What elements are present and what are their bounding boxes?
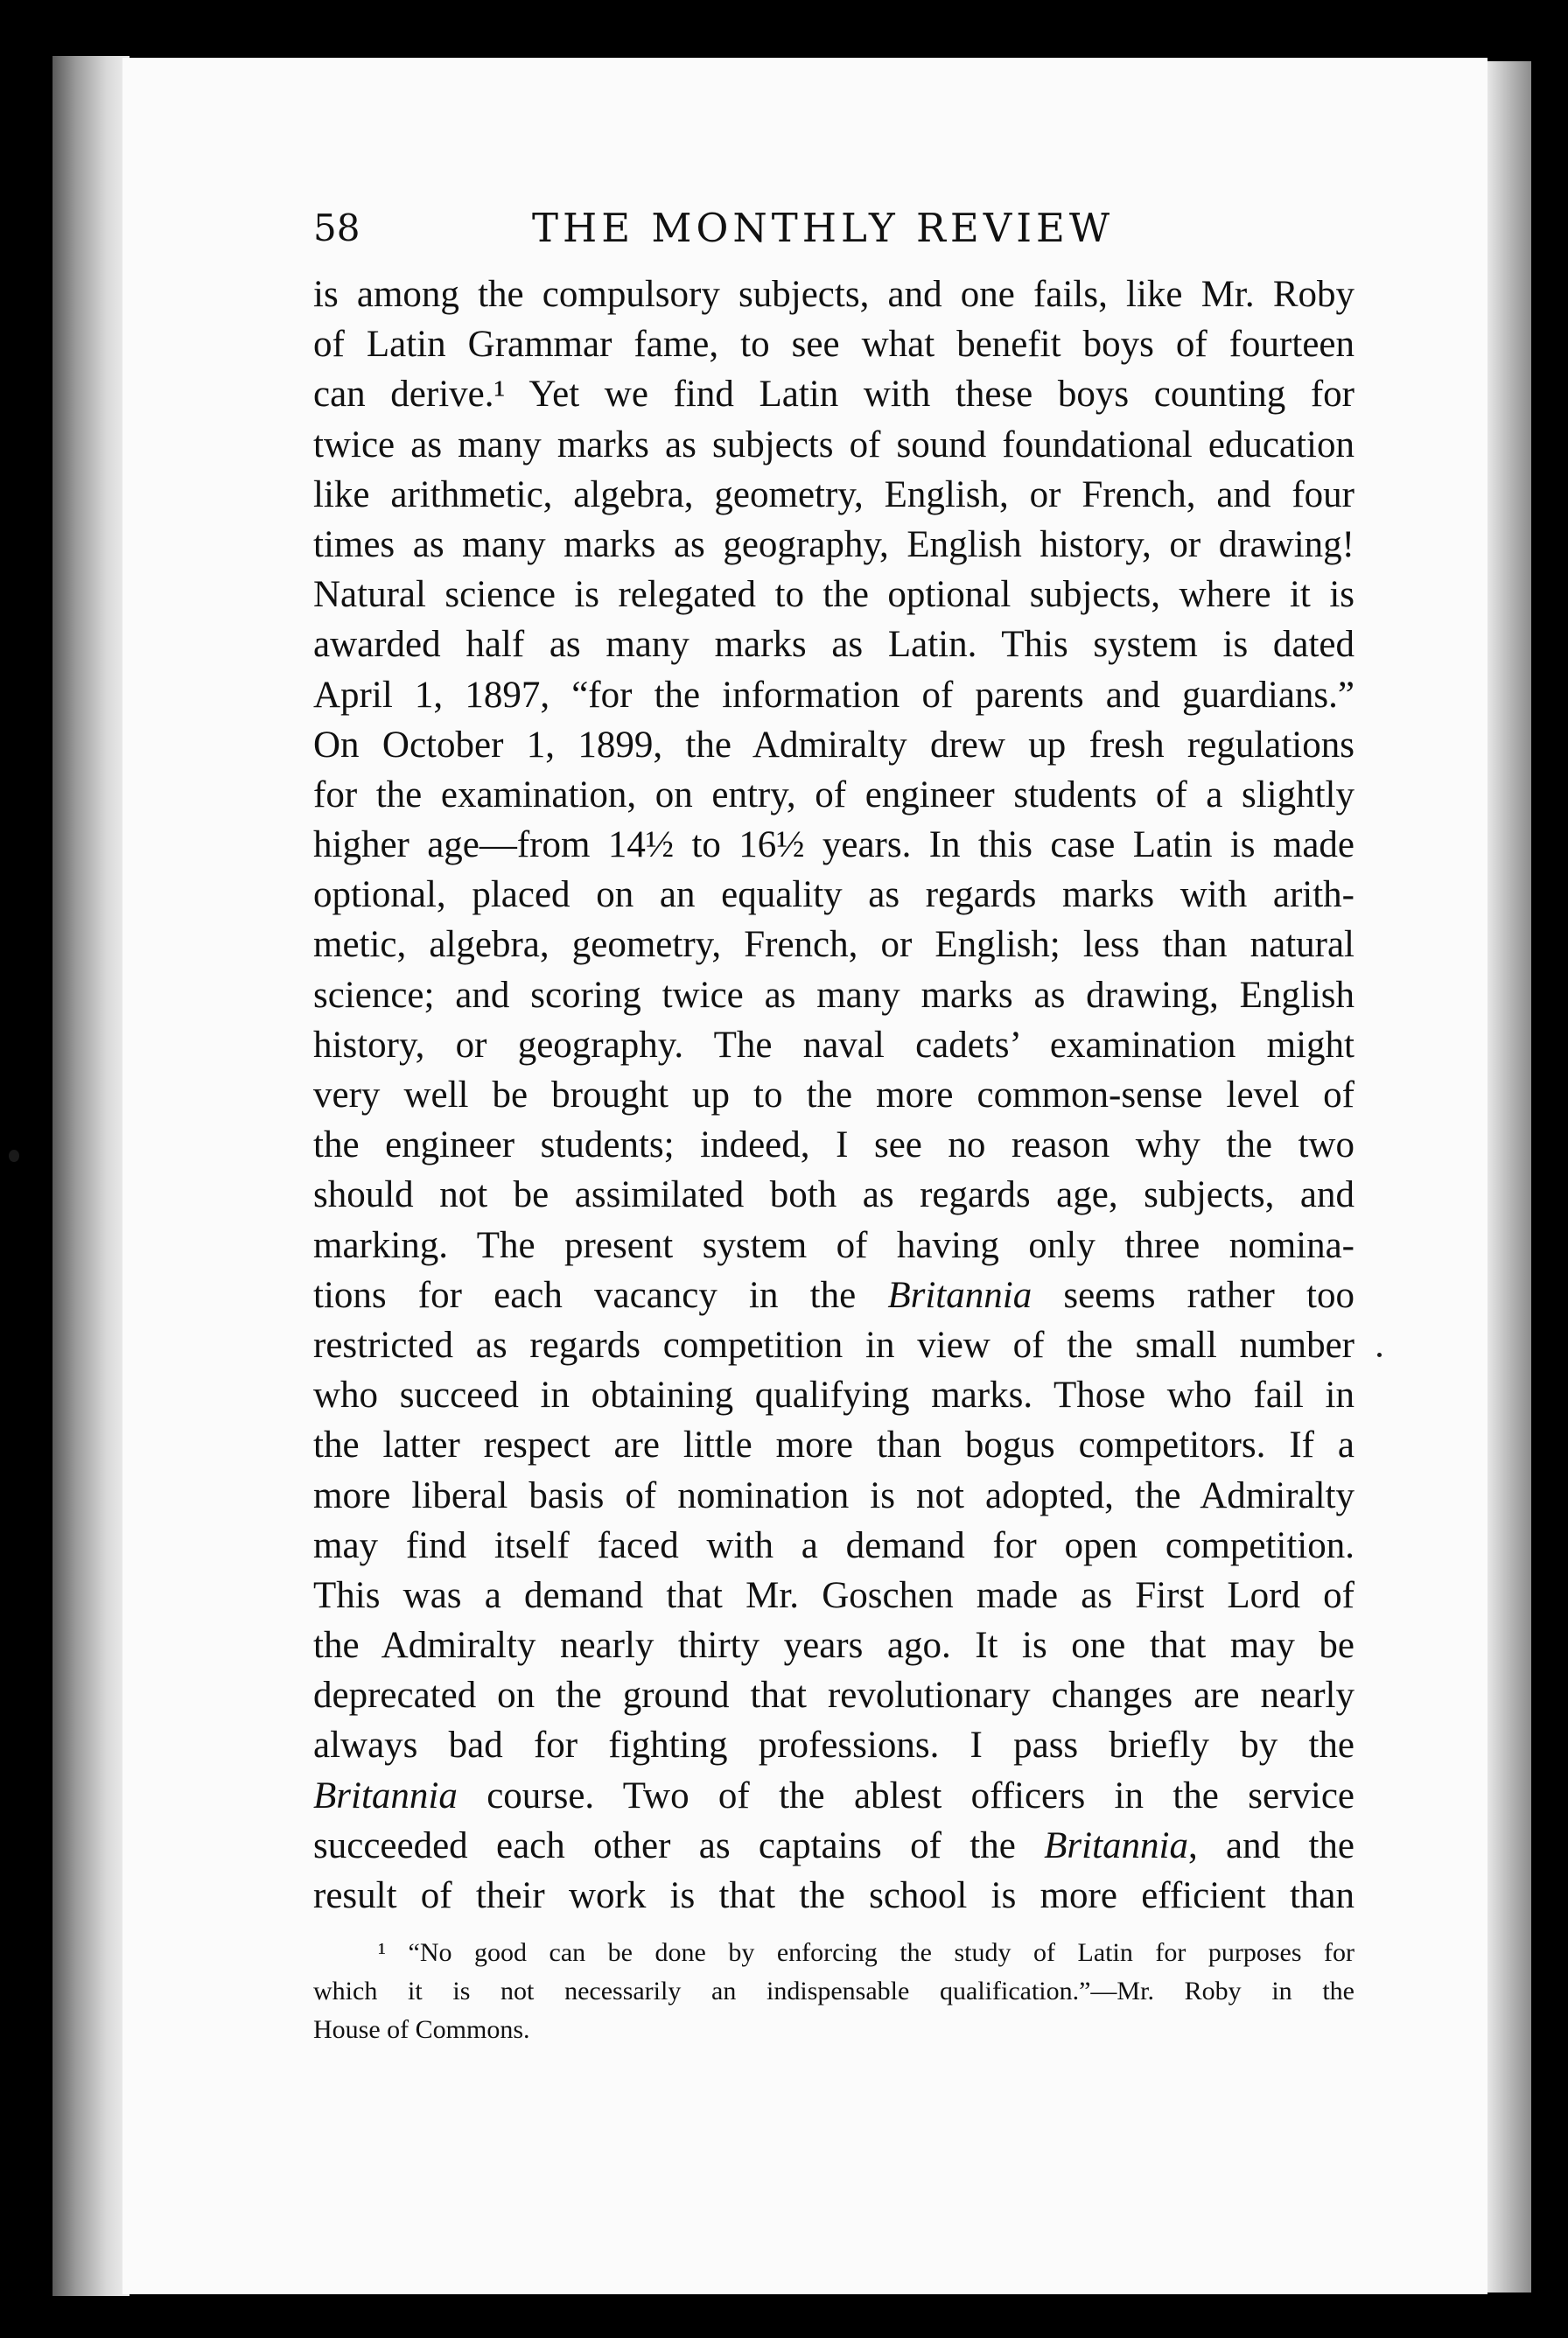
text-line: who succeed in obtaining qualifying marks. Those who fail in [313,1375,1354,1417]
page-number: 58 [313,206,360,249]
text-line: Britannia course. Two of the ablest officers in the service [313,1774,1354,1816]
scan-speck [1377,1353,1382,1357]
footnote-line: House of Commons. [313,2015,530,2044]
text-line: On October 1, 1899, the Admiralty drew up fresh regulations [313,724,1354,766]
text-line: result of their work is that the school is more efficient than [313,1875,1354,1916]
text-line: science; and scoring twice as many marks as drawing, English [313,974,1354,1016]
ship-name: Britannia [313,1774,458,1816]
text-line: times as many marks as geography, English history, or drawing! [313,523,1354,565]
text-line: April 1, 1897, “for the information of parents and guardians.” [313,674,1354,716]
text-line: very well be brought up to the more common-sense level of [313,1074,1354,1116]
text-line: the engineer students; indeed, I see no reason why the two [313,1124,1354,1166]
text-line: always bad for fighting professions. I pass briefly by the [313,1725,1354,1767]
text-line: metic, algebra, geometry, French, or English; less than natural [313,924,1354,966]
footnote [313,1934,1354,2049]
text-line: restricted as regards competition in view of the small number [313,1324,1354,1366]
text-line: awarded half as many marks as Latin. This system is dated [313,624,1354,666]
footnote-line: ¹ “No good can be done by enforcing the study of Latin for purposes for [378,1938,1354,1967]
text-line: succeeded each other as captains of the Britannia, and the [313,1824,1354,1866]
ship-name: Britannia [1044,1824,1188,1866]
text-line: the latter respect are little more than bogus competitors. If a [313,1424,1354,1466]
text-line: may find itself faced with a demand for open competition. [313,1524,1354,1566]
running-title: THE MONTHLY REVIEW [532,205,1115,251]
text-line: history, or geography. The naval cadets’ examination might [313,1024,1354,1066]
text-line: can derive.¹ Yet we find Latin with these boys counting for [313,374,1354,416]
text-line: marking. The present system of having only three nomina- [313,1224,1354,1266]
scan-speck [9,1150,19,1162]
left-page-edge [52,56,130,2296]
text-line: more liberal basis of nomination is not adopted, the Admiralty [313,1474,1354,1516]
text-line: twice as many marks as subjects of sound foundational education [313,424,1354,466]
text-line: for the examination, on entry, of engineer students of a slightly [313,774,1354,816]
text-line: optional, placed on an equality as regards marks with arith- [313,874,1354,916]
right-page-edge [1488,61,1531,2292]
text-line: Natural science is relegated to the optional subjects, where it is [313,574,1354,616]
text-line: like arithmetic, algebra, geometry, English, or French, and four [313,473,1354,515]
ship-name: Britannia [887,1274,1032,1316]
text-line: tions for each vacancy in the Britannia seems rather too [313,1274,1354,1316]
text-line: higher age—from 14½ to 16½ years. In this case Latin is made [313,824,1354,866]
text-line: the Admiralty nearly thirty years ago. It is one that may be [313,1625,1354,1667]
text-line: of Latin Grammar fame, to see what benefit boys of fourteen [313,324,1354,366]
body-text [313,270,1354,1921]
running-header [313,200,1127,261]
text-line: deprecated on the ground that revolutionary changes are nearly [313,1675,1354,1717]
text-line: should not be assimilated both as regards age, subjects, and [313,1174,1354,1216]
footnote-line: which it is not necessarily an indispensable qualification.”—Mr. Roby in the [313,1977,1354,2006]
text-line: is among the compulsory subjects, and one fails, like Mr. Roby [313,274,1354,315]
text-line: This was a demand that Mr. Goschen made as First Lord of [313,1574,1354,1616]
